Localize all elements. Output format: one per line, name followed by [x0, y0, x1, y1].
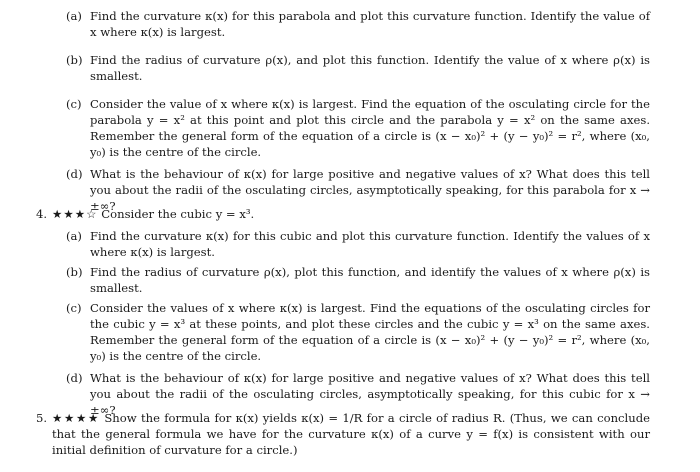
difficulty-stars: ★★★★: [52, 411, 101, 425]
problem-number: 5.: [36, 411, 48, 425]
part-label: (c): [66, 301, 82, 315]
part-text: What is the behaviour of κ(x) for large positive and negative values of x? What does this tell you about the radii of the osculating circles, asymptotically speaking, for this parabola for x → ±∞?: [90, 167, 650, 213]
part-text: Find the radius of curvature ρ(x), plot this function, and identify the values of x where ρ(x) is smallest.: [90, 265, 650, 295]
part-text: Find the curvature κ(x) for this cubic and plot this curvature function. Identify the values of x where κ(x) is largest.: [90, 229, 650, 259]
part-3c: [66, 96, 650, 160]
part-label: (a): [66, 9, 82, 23]
part-text: Consider the value of x where κ(x) is largest. Find the equation of the osculating circle for the parabola y = x² at this point and plot this circle and the parabola y = x² on the same axes. Remember the general form of the equation of a circle is (x − x₀)² + (y − y₀)² = r², where (x₀, y₀) is the centre of the circle.: [90, 97, 650, 159]
part-4a: [66, 228, 650, 260]
problem-text: Show the formula for κ(x) yields κ(x) = 1/R for a circle of radius R. (Thus, we can conclude that the general formula we have for the curvature κ(x) of a curve y = f(x) is consistent with our initial definition of curvature for a circle.): [52, 411, 650, 457]
problem-4-header: [36, 206, 650, 222]
problem-5: [36, 410, 650, 458]
part-text: Consider the values of x where κ(x) is largest. Find the equations of the osculating circles for the cubic y = x³ at these points, and plot these circles and the cubic y = x³ on the same axes. Remember the general form of the equation of a circle is (x − x₀)² + (y − y₀)² = r², where (x₀, y₀) is the centre of the circle.: [90, 301, 650, 363]
part-label: (d): [66, 167, 83, 181]
part-text: Find the radius of curvature ρ(x), and plot this function. Identify the value of x where ρ(x) is smallest.: [90, 53, 650, 83]
part-label: (c): [66, 97, 82, 111]
problem-title: Consider the cubic y = x³.: [101, 207, 255, 221]
part-4c: [66, 300, 650, 364]
part-text: What is the behaviour of κ(x) for large positive and negative values of x? What does this tell you about the radii of the osculating circles, asymptotically speaking, for this cubic for x → ±∞?: [90, 371, 650, 417]
part-4b: [66, 264, 650, 296]
part-label: (a): [66, 229, 82, 243]
part-3a: [66, 8, 650, 40]
part-text: Find the curvature κ(x) for this parabola and plot this curvature function. Identify the value of x where κ(x) is largest.: [90, 9, 650, 39]
problem-number: 4.: [36, 207, 48, 221]
part-label: (b): [66, 53, 83, 67]
part-label: (b): [66, 265, 83, 279]
part-label: (d): [66, 371, 83, 385]
part-3b: [66, 52, 650, 84]
difficulty-stars: ★★★☆: [52, 207, 98, 221]
